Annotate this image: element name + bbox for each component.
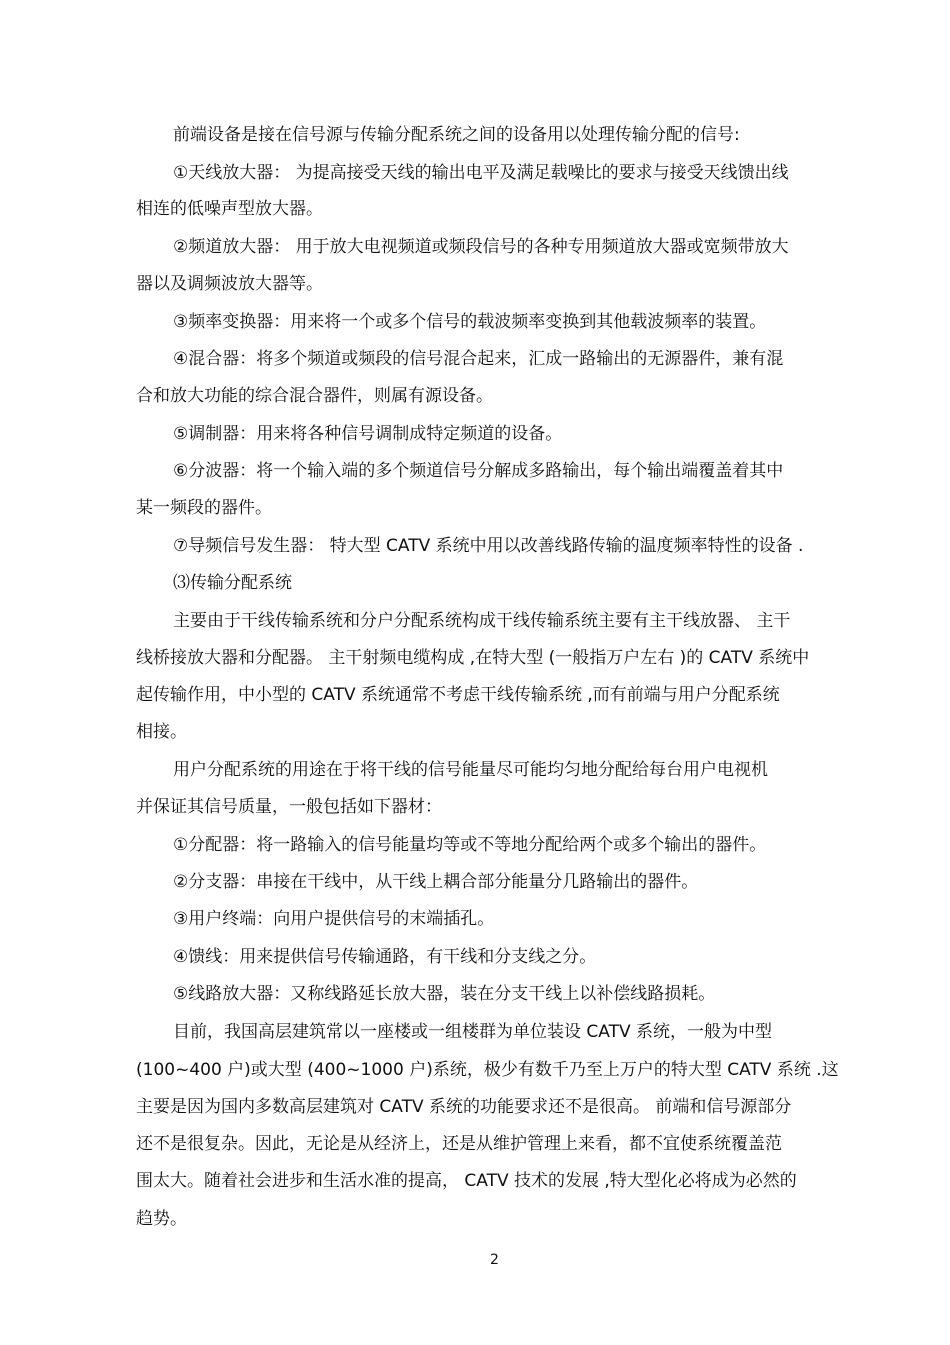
text-line: 相接。 — [136, 722, 187, 742]
text-line: 主要是因为国内多数高层建筑对 CATV 系统的功能要求还不是很高。 前端和信号源部分 — [136, 1097, 792, 1117]
text-line: (100~400 户)或大型 (400~1000 户)系统，极少有数千乃至上万户的特大型 CATV 系统 .这 — [136, 1060, 839, 1080]
text-line: 趋势。 — [136, 1209, 187, 1229]
text-line: ④混合器：将多个频道或频段的信号混合起来，汇成一路输出的无源器件，兼有混 — [173, 349, 784, 369]
text-line: ④馈线：用来提供信号传输通路，有干线和分支线之分。 — [173, 947, 597, 967]
text-line: 围太大。随着社会进步和生活水准的提高， CATV 技术的发展 ,特大型化必将成为必然的 — [136, 1171, 797, 1191]
text-line: 起传输作用，中小型的 CATV 系统通常不考虑干线传输系统 ,而有前端与用户分配系统 — [136, 685, 780, 705]
text-line: ①天线放大器： 为提高接受天线的输出电平及满足载噪比的要求与接受天线馈出线 — [173, 163, 789, 183]
text-line: 线桥接放大器和分配器。 主干射频电缆构成 ,在特大型 (一般指万户左右 )的 CATV 系统中 — [136, 648, 810, 668]
page-number: 2 — [490, 1252, 499, 1268]
text-line: 某一频段的器件。 — [136, 498, 272, 518]
text-line: 前端设备是接在信号源与传输分配系统之间的设备用以处理传输分配的信号: — [173, 125, 740, 145]
text-line: ③用户终端：向用户提供信号的末端插孔。 — [173, 909, 495, 929]
text-line: ②分支器：串接在干线中，从干线上耦合部分能量分几路输出的器件。 — [173, 872, 699, 892]
text-line: ⑤线路放大器：又称线路延长放大器，装在分支干线上以补偿线路损耗。 — [173, 984, 716, 1004]
text-line: 主要由于干线传输系统和分户分配系统构成干线传输系统主要有主干线放器、 主干 — [173, 611, 791, 631]
text-line: 合和放大功能的综合混合器件，则属有源设备。 — [136, 386, 493, 406]
text-line: 相连的低噪声型放大器。 — [136, 199, 323, 219]
text-line: ②频道放大器： 用于放大电视频道或频段信号的各种专用频道放大器或宽频带放大 — [173, 237, 789, 257]
text-line: ⑦导频信号发生器： 特大型 CATV 系统中用以改善线路传输的温度频率特性的设备 . — [173, 536, 804, 556]
text-line: ⑤调制器：用来将各种信号调制成特定频道的设备。 — [173, 424, 563, 444]
text-line: ③频率变换器：用来将一个或多个信号的载波频率变换到其他载波频率的装置。 — [173, 312, 767, 332]
text-line: 并保证其信号质量，一般包括如下器材： — [136, 797, 442, 817]
text-line: 目前，我国高层建筑常以一座楼或一组楼群为单位装设 CATV 系统，一般为中型 — [173, 1022, 772, 1042]
section-heading: ⑶传输分配系统 — [173, 573, 292, 593]
text-line: 用户分配系统的用途在于将干线的信号能量尽可能均匀地分配给每台用户电视机 — [173, 760, 768, 780]
text-line: ⑥分波器：将一个输入端的多个频道信号分解成多路输出，每个输出端覆盖着其中 — [173, 461, 784, 481]
text-line: ①分配器：将一路输入的信号能量均等或不等地分配给两个或多个输出的器件。 — [173, 835, 767, 855]
text-line: 器以及调频波放大器等。 — [136, 274, 323, 294]
text-line: 还不是很复杂。因此，无论是从经济上，还是从维护管理上来看，都不宜使系统覆盖范 — [136, 1134, 782, 1154]
